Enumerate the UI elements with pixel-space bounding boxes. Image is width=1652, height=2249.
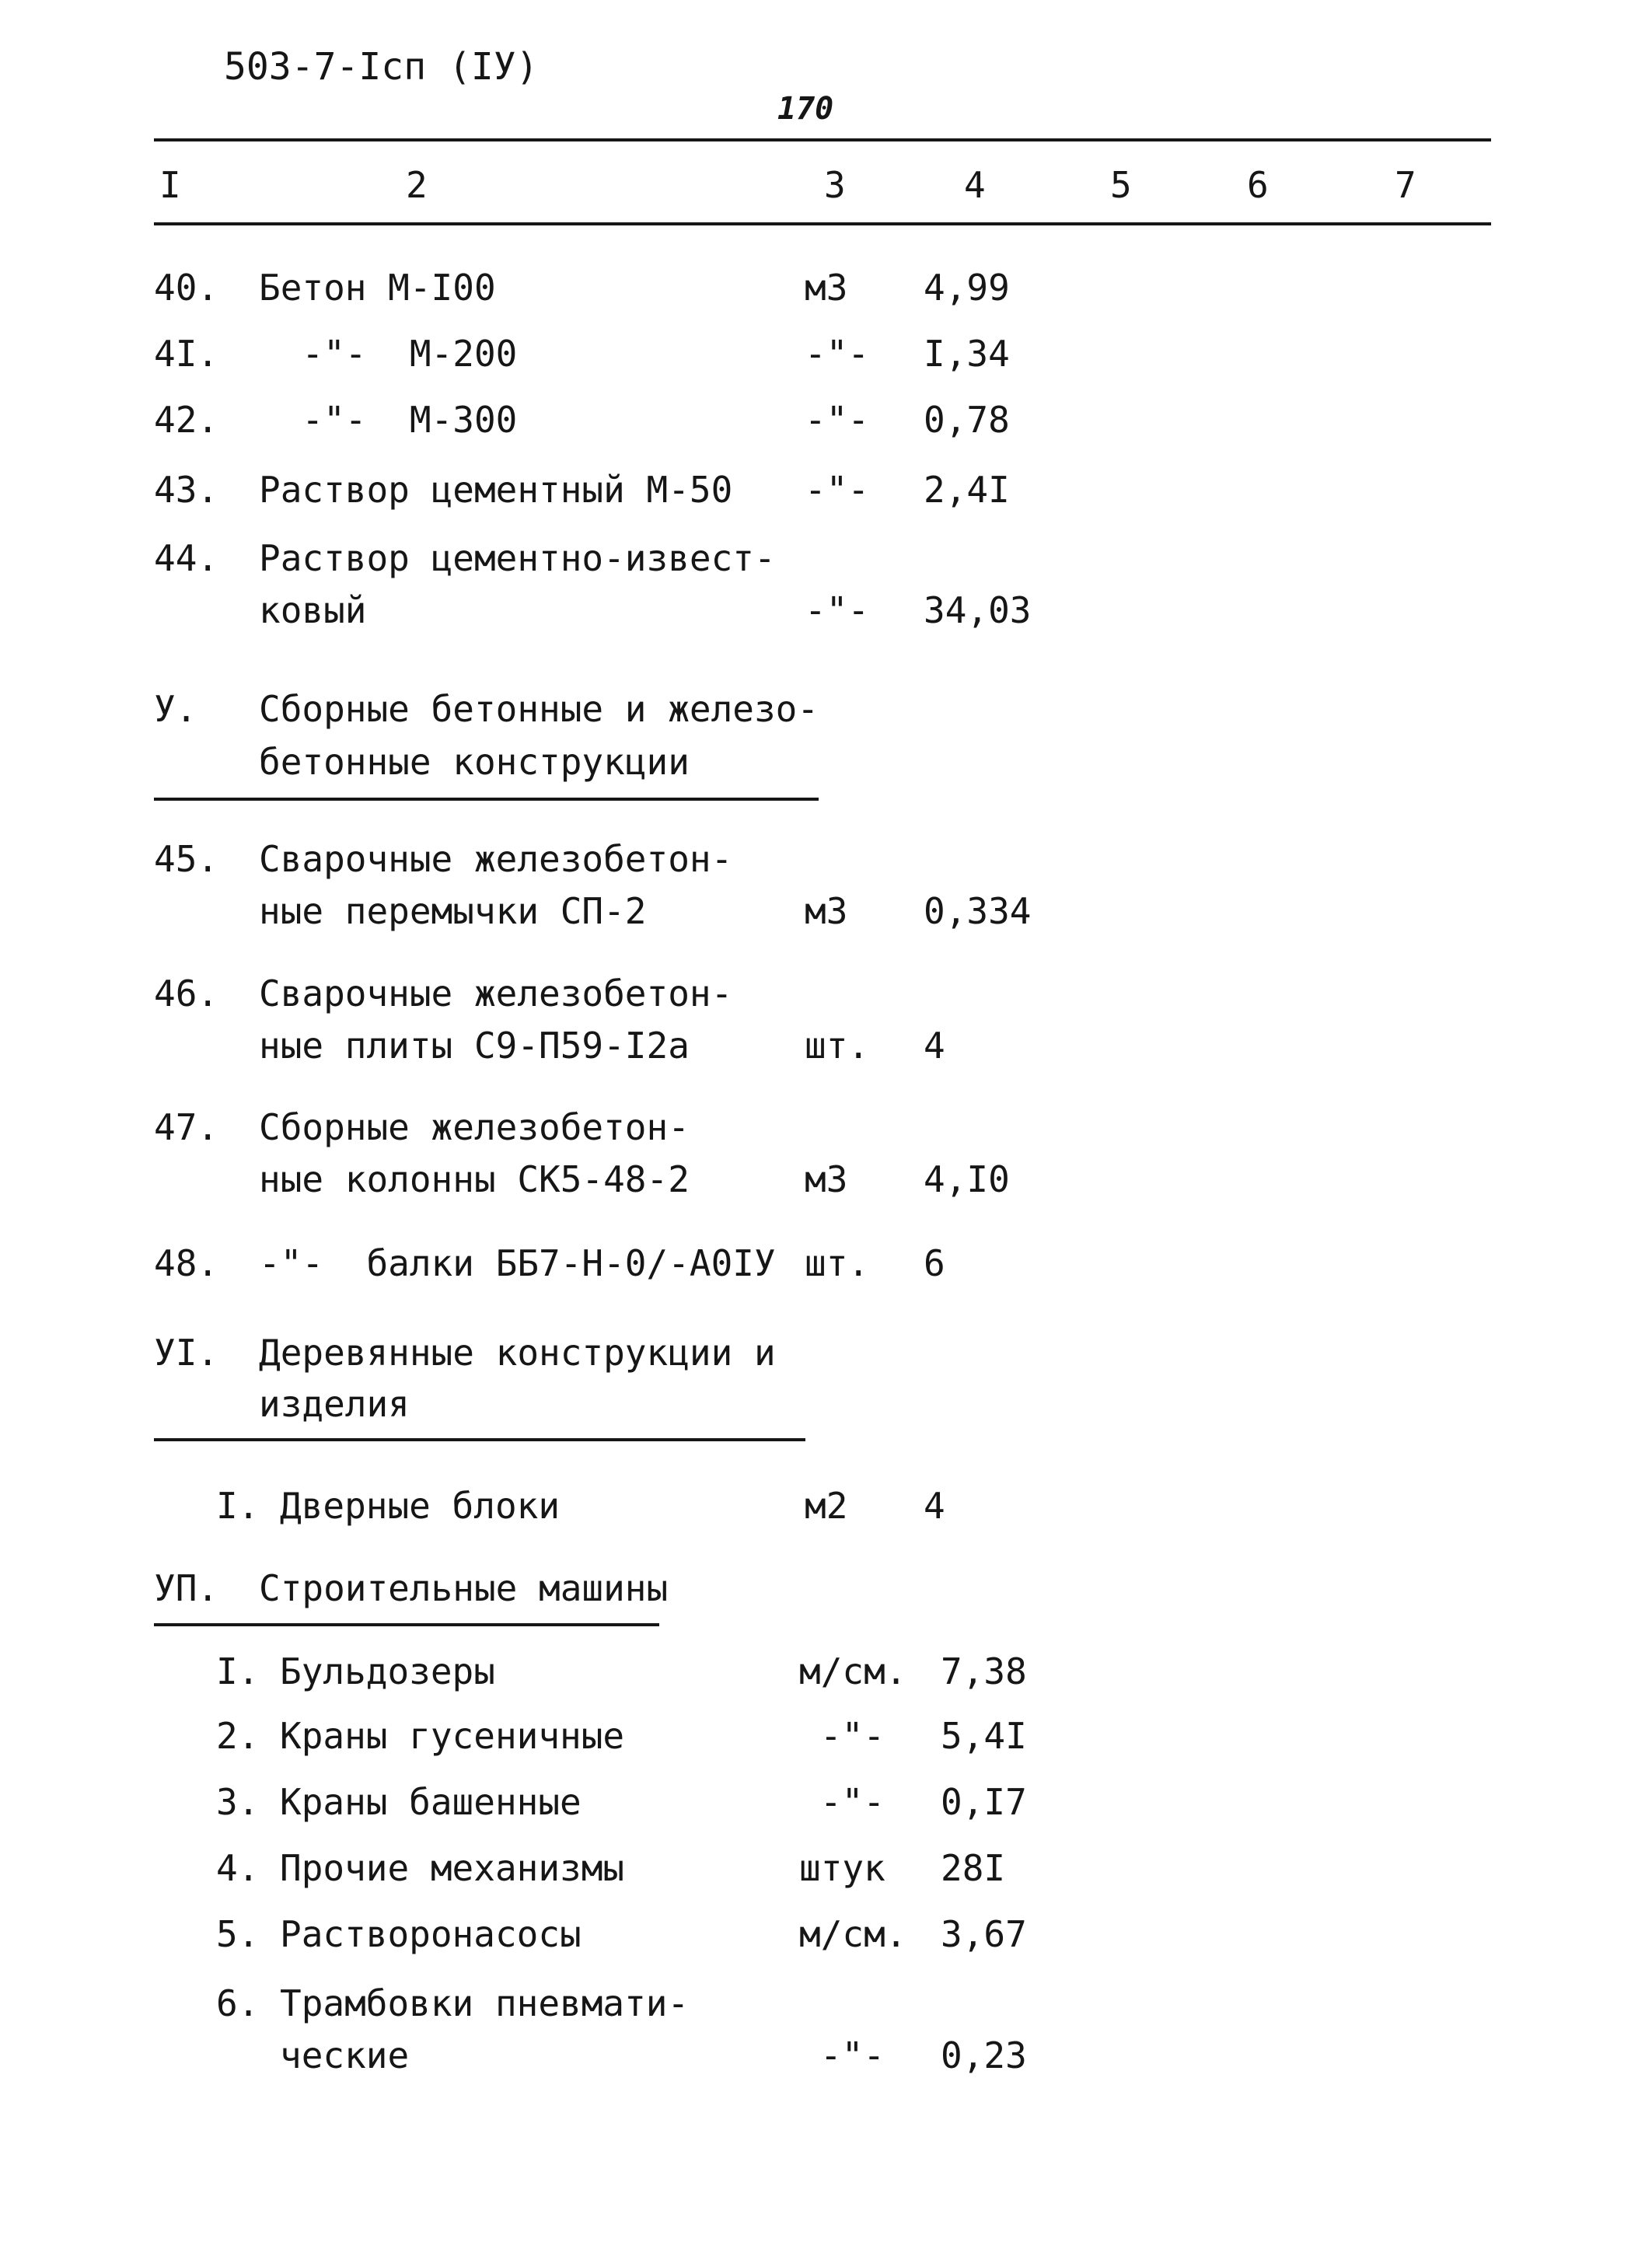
header-bottom-rule [154,222,1491,225]
row-number: I. [216,1650,260,1692]
row-name-continued: ные перемычки СП-2 [259,890,647,932]
section-number: УП. [154,1567,219,1609]
row-unit: -"- [805,589,870,631]
section-rule [154,798,819,801]
row-unit: -"- [805,333,870,375]
row-unit: м3 [805,1158,848,1200]
row-number: 44. [154,537,219,579]
row-unit: м/см. [799,1650,907,1692]
row-value: 7,38 [941,1650,1027,1692]
page-number: 170 [777,91,834,127]
column-header-7: 7 [1395,164,1416,206]
row-unit: -"- [805,399,870,441]
section-title-continued: бетонные конструкции [259,741,690,783]
row-unit: -"- [805,469,870,511]
header-top-rule [154,138,1491,141]
row-unit: штук [799,1847,885,1889]
row-number: 3. [216,1781,260,1823]
section-number: У. [154,688,197,730]
column-header-3: 3 [824,164,846,206]
section-rule [154,1438,805,1441]
row-name: -"- М-200 [259,333,518,375]
section-rule [154,1623,659,1626]
row-number: 48. [154,1242,219,1284]
row-value: 4 [924,1025,945,1067]
row-name: Краны гусеничные [280,1715,625,1757]
section-number: УI. [154,1332,219,1374]
row-unit: -"- [820,1781,885,1823]
row-name: Трамбовки пневмати- [280,1982,690,2024]
row-name: Сборные железобетон- [259,1106,690,1148]
row-value: 4 [924,1485,945,1527]
row-number: 4. [216,1847,260,1889]
column-header-6: 6 [1247,164,1269,206]
row-value: 28I [941,1847,1006,1889]
column-header-2: 2 [406,164,428,206]
row-unit: м3 [805,267,848,309]
row-value: 4,99 [924,267,1010,309]
row-value: I,34 [924,333,1010,375]
section-title: Сборные бетонные и железо- [259,688,819,730]
row-value: 2,4I [924,469,1010,511]
row-value: 34,03 [924,589,1032,631]
column-header-4: 4 [964,164,986,206]
row-name: Сварочные железобетон- [259,838,733,880]
row-name: Дверные блоки [280,1485,561,1527]
row-name-continued: ные плиты С9-П59-I2а [259,1025,690,1067]
row-value: 5,4I [941,1715,1027,1757]
row-unit: м2 [805,1485,848,1527]
row-name: Бульдозеры [280,1650,495,1692]
row-number: 43. [154,469,219,511]
row-value: 6 [924,1242,945,1284]
row-unit: -"- [820,1715,885,1757]
row-number: I. [216,1485,260,1527]
row-number: 45. [154,838,219,880]
row-number: 42. [154,399,219,441]
row-name: Сварочные железобетон- [259,973,733,1014]
row-name-continued: ные колонны СК5-48-2 [259,1158,690,1200]
section-title-continued: изделия [259,1383,410,1425]
row-number: 6. [216,1982,260,2024]
row-value: 0,23 [941,2034,1027,2076]
row-name: Раствор цементно-извест- [259,537,776,579]
column-header-1: I [159,164,181,206]
row-name-continued: ческие [280,2034,410,2076]
row-number: 46. [154,973,219,1014]
section-title: Строительные машины [259,1567,669,1609]
row-number: 5. [216,1913,260,1955]
row-name: Краны башенные [280,1781,582,1823]
row-name: Растворонасосы [280,1913,582,1955]
row-unit: шт. [805,1242,870,1284]
row-name-continued: ковый [259,589,367,631]
row-value: 0,334 [924,890,1032,932]
column-header-5: 5 [1110,164,1132,206]
row-value: 3,67 [941,1913,1027,1955]
row-number: 4I. [154,333,219,375]
document-code: 503-7-Iсп (IУ) [224,45,539,89]
row-number: 47. [154,1106,219,1148]
row-value: 0,78 [924,399,1010,441]
row-unit: м/см. [799,1913,907,1955]
row-name: Прочие механизмы [280,1847,625,1889]
section-title: Деревянные конструкции и [259,1332,776,1374]
row-value: 4,I0 [924,1158,1010,1200]
row-number: 40. [154,267,219,309]
row-unit: м3 [805,890,848,932]
row-number: 2. [216,1715,260,1757]
row-name: -"- М-300 [259,399,518,441]
row-value: 0,I7 [941,1781,1027,1823]
row-name: Бетон М-I00 [259,267,496,309]
row-name: -"- балки ББ7-Н-0/-А0IУ [259,1242,776,1284]
row-unit: -"- [820,2034,885,2076]
row-name: Раствор цементный М-50 [259,469,733,511]
row-unit: шт. [805,1025,870,1067]
